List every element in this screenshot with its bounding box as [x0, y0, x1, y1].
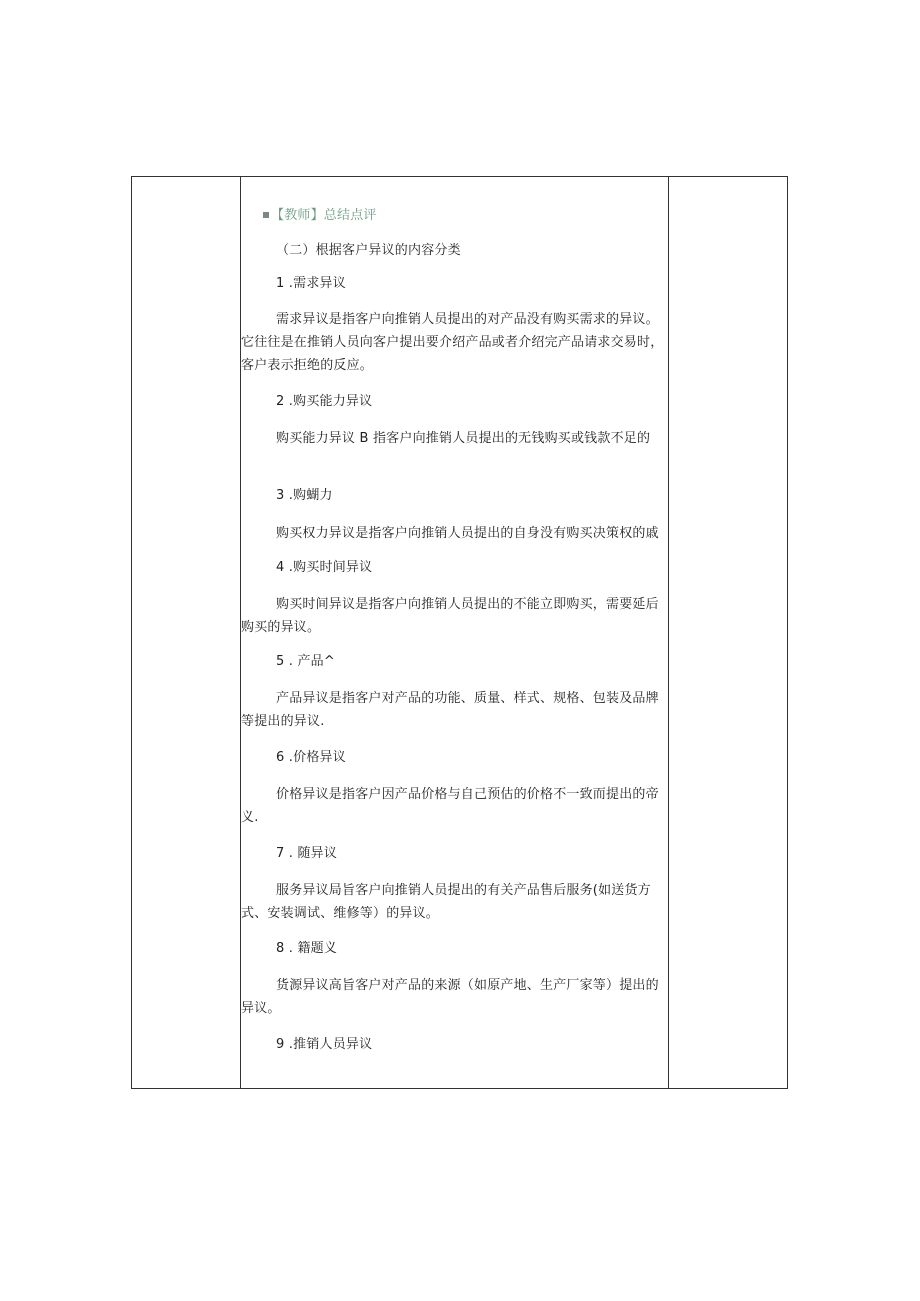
item-title: 8 . 籍题义 [276, 941, 338, 956]
item-title: 4 .购买时间异议 [276, 560, 373, 575]
item-title: 5 . 产品^ [276, 654, 335, 669]
teacher-heading: 【教师】总结点评 [263, 205, 377, 227]
item-title: 9 .推销人员异议 [276, 1037, 373, 1052]
item-body: 货源异议高旨客户对产品的来源（如原产地、生产厂家等）提出的异议。 [241, 978, 659, 1016]
item-body: 购买时间异议是指客户向推销人员提出的不能立即购买，需要延后购买的异议。 [241, 597, 659, 635]
item-body: 购买权力异议是指客户向推销人员提出的自身没有购买决策权的戚 [276, 526, 659, 541]
item-title: 1 .需求异议 [276, 276, 346, 291]
lesson-table [131, 176, 788, 1089]
item-body: 服务异议局旨客户向推销人员提出的有关产品售后服务(如送货方式、安装调试、维修等）的异议。 [241, 883, 651, 921]
section-title: （二）根据客户异议的内容分类 [276, 243, 461, 258]
item-title: 6 .价格异议 [276, 750, 346, 765]
item-title: 7 . 随异议 [276, 846, 338, 861]
item-body: 价格异议是指客户因产品价格与自己预估的价格不一致而提出的帝义. [241, 787, 659, 825]
item-body: 需求异议是指客户向推销人员提出的对产品没有购买需求的异议。它往往是在推销人员向客户提出要介绍产品或者介绍完产品请求交易时，客户表示拒绝的反应。 [241, 312, 664, 373]
item-body: 产品异议是指客户对产品的功能、质量、样式、规格、包装及品牌等提出的异议. [241, 691, 659, 729]
item-title: 3 .购蝴力 [276, 488, 333, 503]
item-body: 购买能力异议 B 指客户向推销人员提出的无钱购买或钱款不足的 [276, 431, 651, 446]
item-title: 2 .购买能力异议 [276, 394, 373, 409]
square-bullet-icon [263, 212, 269, 218]
